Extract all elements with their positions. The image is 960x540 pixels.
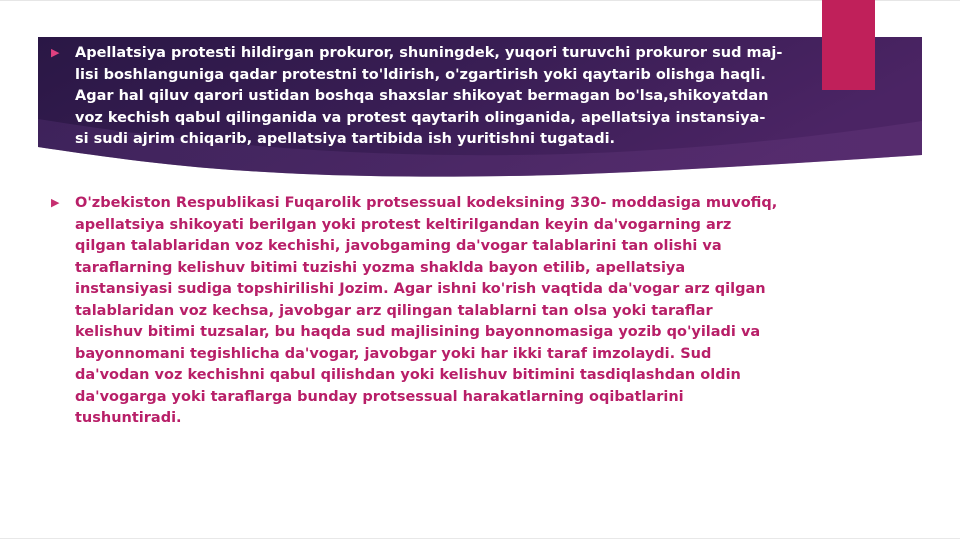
banner-paragraph: Apellatsiya protesti hildirgan prokuror, shuningdek, yuqori turuvchi prokuror sud maj- lisi boshlanguniga qadar protestni to'ldirish, o'zgartirish yoki qaytarib olishga haqli. Agar hal qiluv qarori ustidan boshqa shaxslar shikoyat bermagan bo'lsa,shikoyatdan voz kechish qabul qilinganida va protest qaytarih olinganida, apellatsiya instansiya- si sudi ajrim chiqarib, apellatsiya tartibida ish yuritishni tugatadi. — [75, 45, 783, 147]
accent-tab — [822, 0, 875, 90]
top-divider — [0, 0, 960, 1]
triangle-right-icon: ▶ — [51, 46, 60, 59]
triangle-right-icon: ▶ — [51, 196, 60, 209]
bottom-divider — [0, 538, 960, 539]
body-paragraph: O'zbekiston Respublikasi Fuqarolik protsessual kodeksining 330- moddasiga muvofiq, apellatsiya shikoyati berilgan yoki protest keltirilgandan keyin da'vogarning arz qilgan talablaridan voz kechishi, javobgaming da'vogar talablarini tan olishi va taraflarning kelishuv bitimi tuzishi yozma shaklda bayon etilib, apellatsiya instansiyasi sudiga topshirilishi Jozim. Agar ishni ko'rish vaqtida da'vogar arz qilgan talablaridan voz kechsa, javobgar arz qilingan talablarni tan olsa yoki taraflar kelishuv bitimi tuzsalar, bu haqda sud majlisining bayonnomasiga yozib qo'yiladi va bayonnomani tegishlicha da'vogar, javobgar yoki har ikki taraf imzolaydi. Sud da'vodan voz kechishni qabul qilishdan yoki kelishuv bitimini tasdiqlashdan oldin da'vogarga yoki taraflarga bunday protsessual harakatlarning oqibatlarini tushuntiradi. — [75, 195, 778, 426]
